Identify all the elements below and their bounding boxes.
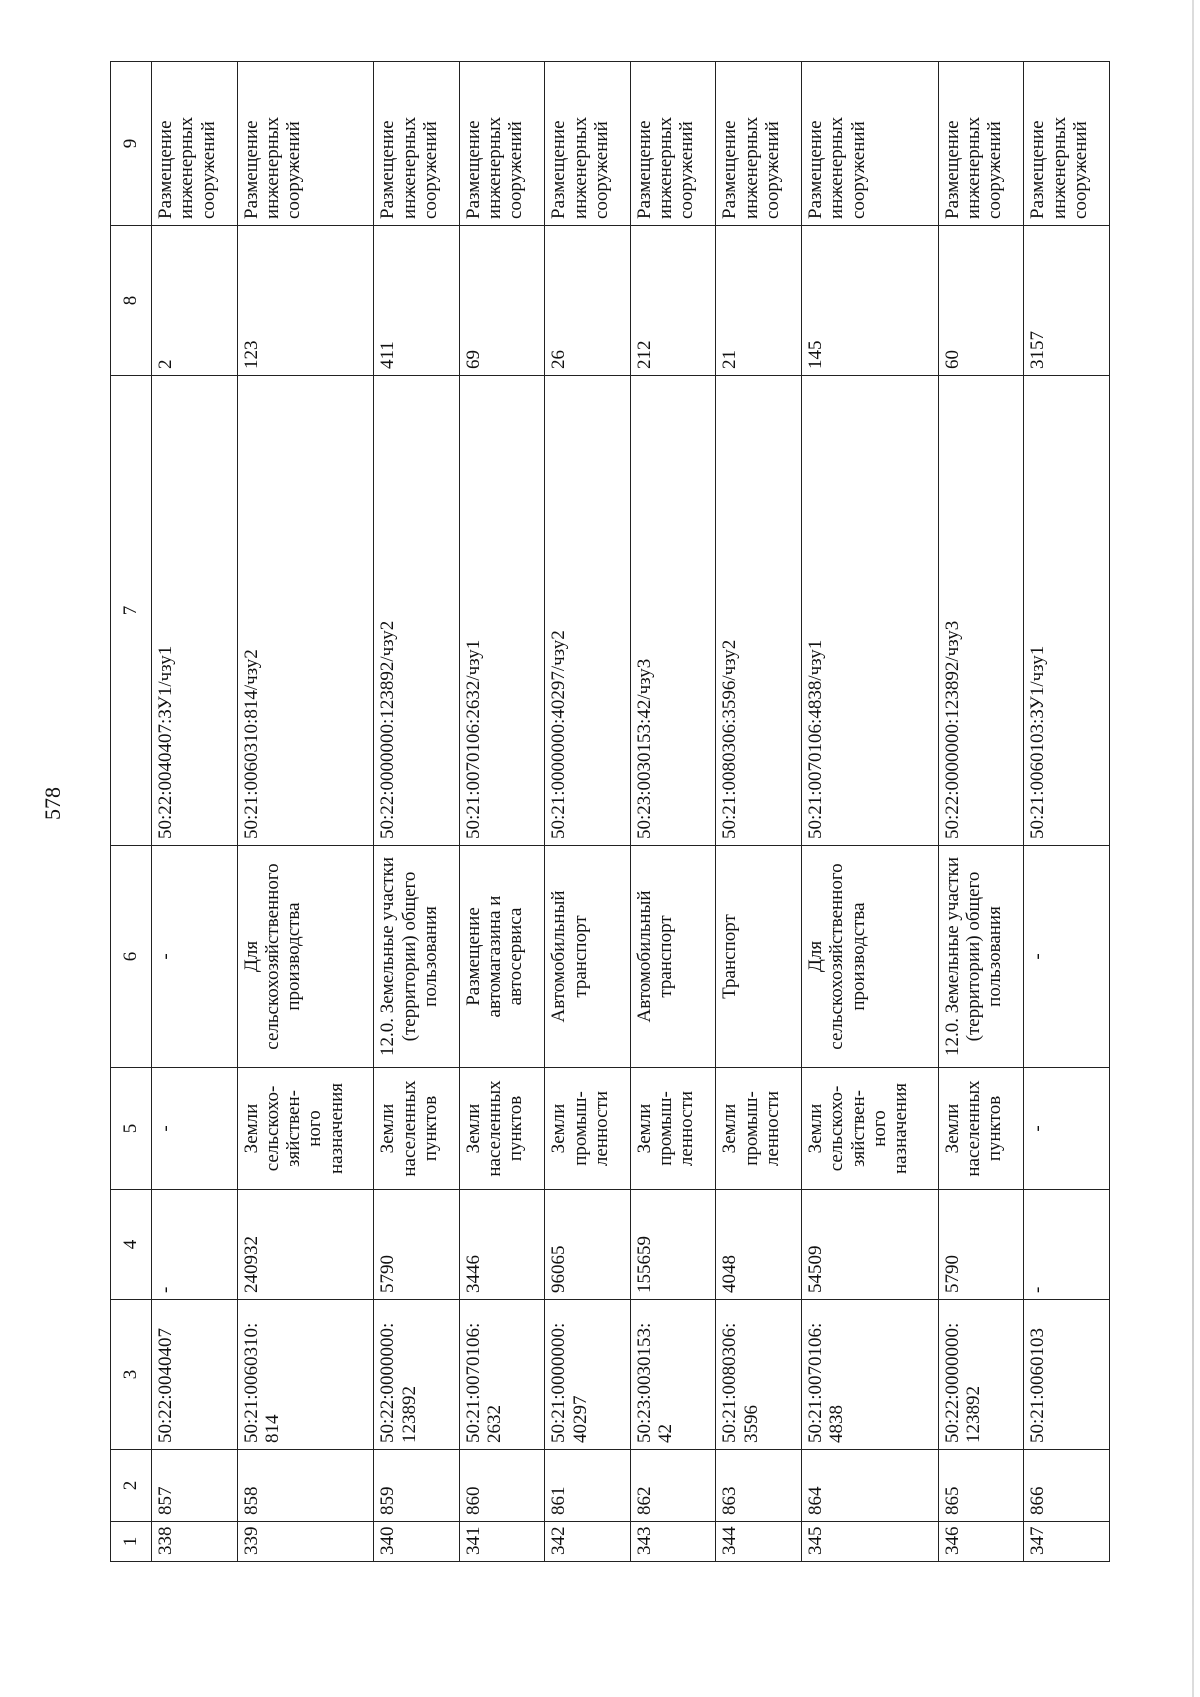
column-header-1: 1 <box>111 1522 152 1562</box>
table-row <box>545 62 631 1562</box>
cell-land-category: Земли сельскохо-зяйствен-ного назначения <box>237 1068 374 1190</box>
cell-area: 3446 <box>459 1190 545 1300</box>
cell-servitude-purpose: Размещение инженерных сооружений <box>545 62 631 226</box>
table-body <box>152 62 1110 1562</box>
cell-cadastral-number: 50:21:0060310: 814 <box>237 1300 374 1450</box>
cell-object-number: 866 <box>1024 1450 1110 1522</box>
cell-row-number: 347 <box>1024 1522 1110 1562</box>
cell-area: - <box>1024 1190 1110 1300</box>
cell-servitude-number: 50:22:0000000:123892/чзу3 <box>938 376 1024 846</box>
column-header-6: 6 <box>111 846 152 1068</box>
cell-row-number: 345 <box>801 1522 938 1562</box>
cell-object-number: 862 <box>630 1450 716 1522</box>
cell-area: - <box>152 1190 238 1300</box>
cell-land-category: - <box>1024 1068 1110 1190</box>
cell-servitude-number: 50:21:0080306:3596/чзу2 <box>716 376 802 846</box>
cell-cadastral-number: 50:23:0030153: 42 <box>630 1300 716 1450</box>
cell-servitude-number: 50:21:0060310:814/чзу2 <box>237 376 374 846</box>
column-header-7: 7 <box>111 376 152 846</box>
cell-servitude-number: 50:22:0040407:ЗУ1/чзу1 <box>152 376 238 846</box>
cell-cadastral-number: 50:22:0040407 <box>152 1300 238 1450</box>
cell-servitude-purpose: Размещение инженерных сооружений <box>1024 62 1110 226</box>
cell-servitude-area: 2 <box>152 226 238 376</box>
cell-cadastral-number: 50:21:0060103 <box>1024 1300 1110 1450</box>
cell-object-number: 865 <box>938 1450 1024 1522</box>
cell-permitted-use: Транспорт <box>716 846 802 1068</box>
cell-row-number: 346 <box>938 1522 1024 1562</box>
cell-object-number: 860 <box>459 1450 545 1522</box>
table-row <box>630 62 716 1562</box>
cell-row-number: 338 <box>152 1522 238 1562</box>
cell-servitude-purpose: Размещение инженерных сооружений <box>938 62 1024 226</box>
cell-servitude-area: 212 <box>630 226 716 376</box>
cell-land-category: Земли населенных пунктов <box>374 1068 460 1190</box>
cell-land-category: - <box>152 1068 238 1190</box>
table-row <box>237 62 374 1562</box>
cell-servitude-number: 50:22:0000000:123892/чзу2 <box>374 376 460 846</box>
cell-permitted-use: Для сельскохозяйственного производства <box>237 846 374 1068</box>
cell-servitude-purpose: Размещение инженерных сооружений <box>801 62 938 226</box>
cell-area: 155659 <box>630 1190 716 1300</box>
cell-servitude-area: 145 <box>801 226 938 376</box>
cell-cadastral-number: 50:22:0000000: 123892 <box>374 1300 460 1450</box>
cell-permitted-use: - <box>1024 846 1110 1068</box>
column-header-8: 8 <box>111 226 152 376</box>
cell-servitude-area: 60 <box>938 226 1024 376</box>
cell-cadastral-number: 50:21:0070106: 2632 <box>459 1300 545 1450</box>
cell-servitude-purpose: Размещение инженерных сооружений <box>237 62 374 226</box>
cell-object-number: 864 <box>801 1450 938 1522</box>
cell-area: 5790 <box>938 1190 1024 1300</box>
table-row <box>152 62 238 1562</box>
page-number: 578 <box>40 787 65 820</box>
cell-permitted-use: Автомобильный транспорт <box>630 846 716 1068</box>
table-row <box>801 62 938 1562</box>
cell-servitude-area: 3157 <box>1024 226 1110 376</box>
scan-edge-artifact <box>1192 0 1194 1697</box>
cell-servitude-area: 123 <box>237 226 374 376</box>
table-row <box>459 62 545 1562</box>
cell-permitted-use: - <box>152 846 238 1068</box>
table-row <box>374 62 460 1562</box>
rotated-table-container <box>110 62 1110 1562</box>
cell-area: 4048 <box>716 1190 802 1300</box>
cell-servitude-area: 69 <box>459 226 545 376</box>
cell-servitude-purpose: Размещение инженерных сооружений <box>716 62 802 226</box>
cell-land-category: Земли промыш-ленности <box>716 1068 802 1190</box>
table-row <box>938 62 1024 1562</box>
cell-land-category: Земли промыш-ленности <box>545 1068 631 1190</box>
cell-area: 54509 <box>801 1190 938 1300</box>
cell-area: 96065 <box>545 1190 631 1300</box>
cell-servitude-purpose: Размещение инженерных сооружений <box>152 62 238 226</box>
column-header-4: 4 <box>111 1190 152 1300</box>
cell-object-number: 857 <box>152 1450 238 1522</box>
cell-servitude-area: 21 <box>716 226 802 376</box>
cell-cadastral-number: 50:21:0080306: 3596 <box>716 1300 802 1450</box>
cell-servitude-number: 50:21:0060103:ЗУ1/чзу1 <box>1024 376 1110 846</box>
cell-land-category: Земли промыш-ленности <box>630 1068 716 1190</box>
cell-cadastral-number: 50:21:0070106: 4838 <box>801 1300 938 1450</box>
cell-servitude-purpose: Размещение инженерных сооружений <box>459 62 545 226</box>
cell-land-category: Земли населенных пунктов <box>459 1068 545 1190</box>
table-header-row <box>111 62 152 1562</box>
cell-permitted-use: Автомобильный транспорт <box>545 846 631 1068</box>
cell-object-number: 858 <box>237 1450 374 1522</box>
column-header-9: 9 <box>111 62 152 226</box>
cell-permitted-use: 12.0. Земельные участки (территории) общего пользования <box>938 846 1024 1068</box>
cell-servitude-area: 411 <box>374 226 460 376</box>
cell-row-number: 340 <box>374 1522 460 1562</box>
cell-row-number: 342 <box>545 1522 631 1562</box>
column-header-2: 2 <box>111 1450 152 1522</box>
cell-row-number: 339 <box>237 1522 374 1562</box>
cell-land-category: Земли населенных пунктов <box>938 1068 1024 1190</box>
column-header-5: 5 <box>111 1068 152 1190</box>
cell-servitude-purpose: Размещение инженерных сооружений <box>374 62 460 226</box>
cell-servitude-number: 50:21:0070106:2632/чзу1 <box>459 376 545 846</box>
cell-permitted-use: Размещение автомагазина и автосервиса <box>459 846 545 1068</box>
cell-object-number: 861 <box>545 1450 631 1522</box>
land-parcels-table <box>110 61 1110 1562</box>
cell-servitude-number: 50:21:0000000:40297/чзу2 <box>545 376 631 846</box>
cell-row-number: 343 <box>630 1522 716 1562</box>
cell-servitude-number: 50:21:0070106:4838/чзу1 <box>801 376 938 846</box>
cell-object-number: 859 <box>374 1450 460 1522</box>
table-row <box>716 62 802 1562</box>
cell-area: 240932 <box>237 1190 374 1300</box>
cell-servitude-purpose: Размещение инженерных сооружений <box>630 62 716 226</box>
cell-row-number: 344 <box>716 1522 802 1562</box>
cell-servitude-area: 26 <box>545 226 631 376</box>
cell-object-number: 863 <box>716 1450 802 1522</box>
column-header-3: 3 <box>111 1300 152 1450</box>
cell-servitude-number: 50:23:0030153:42/чзу3 <box>630 376 716 846</box>
cell-land-category: Земли сельскохо-зяйствен-ного назначения <box>801 1068 938 1190</box>
cell-permitted-use: 12.0. Земельные участки (территории) общего пользования <box>374 846 460 1068</box>
cell-cadastral-number: 50:21:0000000: 40297 <box>545 1300 631 1450</box>
cell-area: 5790 <box>374 1190 460 1300</box>
table-row <box>1024 62 1110 1562</box>
cell-permitted-use: Для сельскохозяйственного производства <box>801 846 938 1068</box>
cell-cadastral-number: 50:22:0000000: 123892 <box>938 1300 1024 1450</box>
cell-row-number: 341 <box>459 1522 545 1562</box>
